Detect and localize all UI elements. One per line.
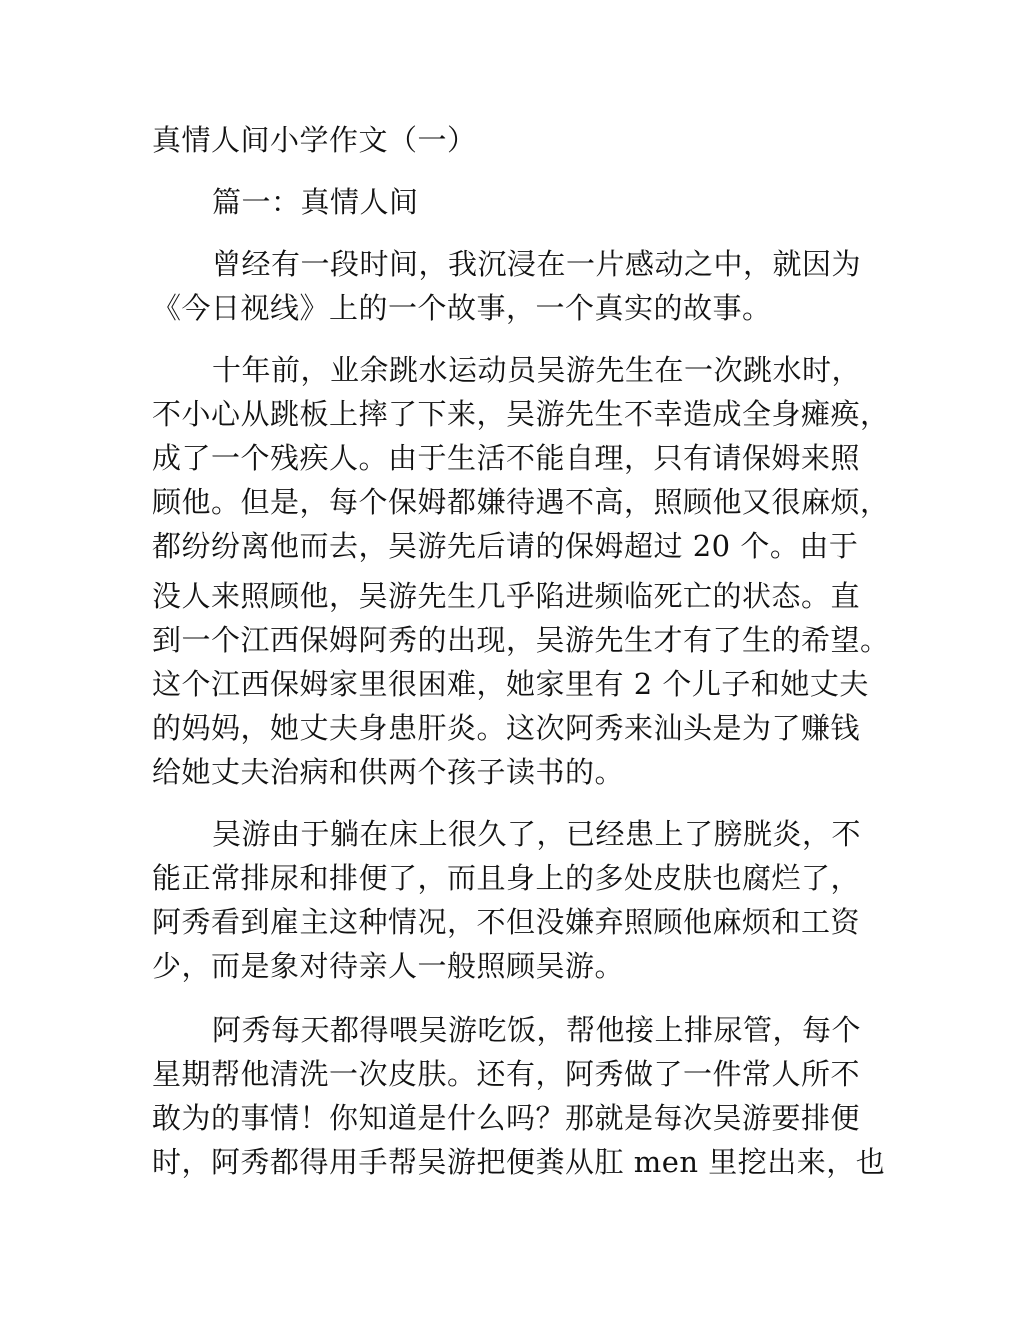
paragraph-line: 都纷纷离他而去，吴游先后请的保姆超过 20 个。由于 <box>152 529 859 563</box>
paragraph-line: 没人来照顾他，吴游先生几乎陷进频临死亡的状态。直 <box>152 579 861 613</box>
paragraph-line: 星期帮他清洗一次皮肤。还有，阿秀做了一件常人所不 <box>152 1057 861 1091</box>
paragraph-line: 阿秀每天都得喂吴游吃饭，帮他接上排尿管，每个 <box>212 1013 862 1047</box>
paragraph-line: 不小心从跳板上摔了下来，吴游先生不幸造成全身瘫痪， <box>152 397 890 431</box>
paragraph-line: 成了一个残疾人。由于生活不能自理，只有请保姆来照 <box>152 441 861 475</box>
paragraph-line: 到一个江西保姆阿秀的出现，吴游先生才有了生的希望。 <box>152 623 890 657</box>
paragraph-line: 敢为的事情！你知道是什么吗？那就是每次吴游要排便 <box>152 1101 861 1135</box>
paragraph-line: 曾经有一段时间，我沉浸在一片感动之中，就因为 <box>212 247 862 281</box>
paragraph-line: 少，而是象对待亲人一般照顾吴游。 <box>152 949 625 983</box>
paragraph-line: 吴游由于躺在床上很久了，已经患上了膀胱炎，不 <box>212 817 862 851</box>
paragraph-line: 给她丈夫治病和供两个孩子读书的。 <box>152 755 625 789</box>
document-title: 真情人间小学作文（一） <box>152 123 477 157</box>
section-heading: 篇一：真情人间 <box>212 185 419 219</box>
paragraph-line: 能正常排尿和排便了，而且身上的多处皮肤也腐烂了， <box>152 861 861 895</box>
paragraph-line: 的妈妈，她丈夫身患肝炎。这次阿秀来汕头是为了赚钱 <box>152 711 861 745</box>
paragraph-line: 《今日视线》上的一个故事，一个真实的故事。 <box>152 291 772 325</box>
paragraph-line: 十年前，业余跳水运动员吴游先生在一次跳水时， <box>212 353 862 387</box>
paragraph-line: 这个江西保姆家里很困难，她家里有 2 个儿子和她丈夫 <box>152 667 869 701</box>
paragraph-line: 时，阿秀都得用手帮吴游把便粪从肛 men 里挖出来，也 <box>152 1145 886 1179</box>
paragraph-line: 阿秀看到雇主这种情况，不但没嫌弃照顾他麻烦和工资 <box>152 905 861 939</box>
paragraph-line: 顾他。但是，每个保姆都嫌待遇不高，照顾他又很麻烦， <box>152 485 890 519</box>
